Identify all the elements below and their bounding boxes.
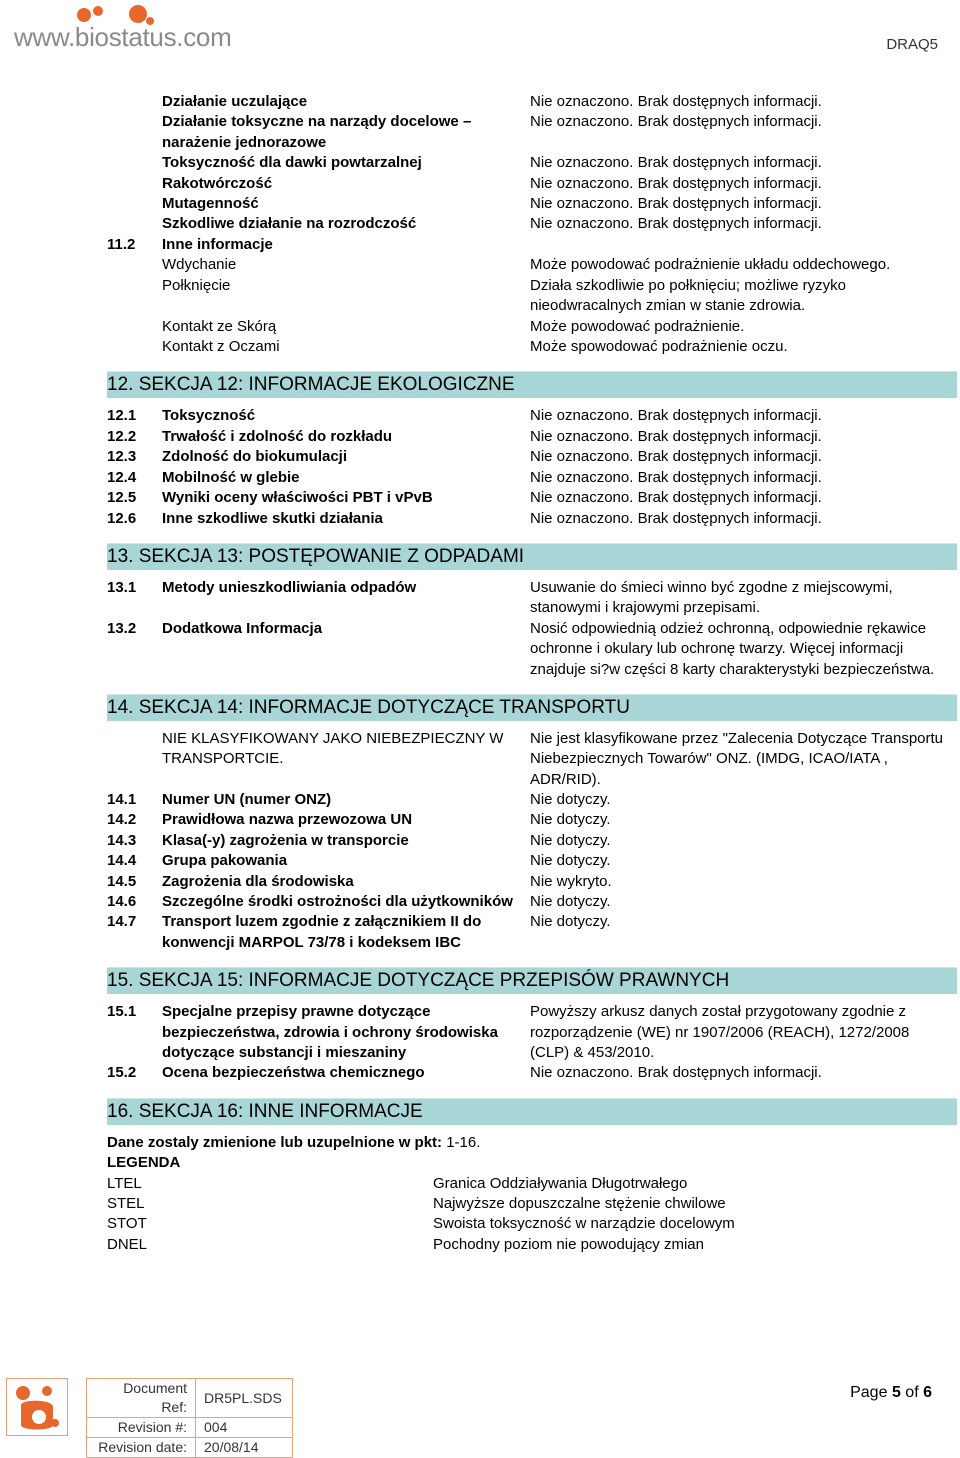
row-number: 13.1 (107, 578, 137, 596)
table-row (107, 427, 957, 447)
table-row (107, 317, 957, 337)
legend-item (107, 1194, 957, 1214)
row-label: Rakotwórczość (162, 174, 273, 192)
row-number: 12.1 (107, 407, 137, 425)
row-label: Działanie toksyczne na narządy docelowe – narażenie jednorazowe (162, 113, 472, 151)
row-number: 14.2 (107, 811, 137, 829)
table-row (107, 447, 957, 467)
section-13-heading: 13. SEKCJA 13: POSTĘPOWANIE Z ODPADAMI (107, 543, 957, 570)
table-row (107, 276, 957, 317)
row-number: 15.2 (107, 1064, 137, 1082)
row-label: Działanie uczulające (162, 93, 308, 110)
row-value: Nie dotyczy. (530, 913, 611, 931)
section-14-heading: 14. SEKCJA 14: INFORMACJE DOTYCZĄCE TRANSPORTU (107, 694, 957, 721)
row-number: 13.2 (107, 619, 137, 637)
row-value: Nie dotyczy. (530, 892, 611, 910)
row-label: Toksyczność (162, 407, 256, 425)
row-value: Nie dotyczy. (530, 852, 611, 870)
table-row (107, 1002, 957, 1063)
row-number: 14.4 (107, 852, 137, 870)
table-row (107, 1063, 957, 1083)
page-prefix: Page (850, 1384, 888, 1401)
section-16-heading: 16. SEKCJA 16: INNE INFORMACJE (107, 1098, 957, 1125)
doc-ref-row (87, 1379, 293, 1418)
row-value: Może powodować podrażnienie układu oddechowego. (530, 256, 891, 274)
row-label: Kontakt ze Skórą (162, 317, 277, 335)
table-row (107, 337, 957, 357)
legend-desc: Pochodny poziom nie powodujący zmian (433, 1235, 704, 1253)
table-row (107, 194, 957, 214)
transport-classification-value: Nie jest klasyfikowane przez "Zalecenia Dotyczące Transportu Niebezpiecznych Towarów" ONZ. (IMDG, ICAO/IATA , ADR/RID). (530, 729, 944, 788)
row-value: Działa szkodliwie po połknięciu; możliwe ryzyko nieodwracalnych zmian w stanie zdrowia. (530, 276, 846, 315)
revision-date-label: Revision date: (87, 1438, 196, 1458)
changes-row (107, 1133, 957, 1153)
row-label: Mutagenność (162, 195, 259, 213)
row-value: Nie oznaczono. Brak dostępnych informacji. (530, 113, 822, 131)
row-value: Nie wykryto. (530, 872, 612, 890)
table-row (107, 406, 957, 426)
doc-ref-value: DR5PL.SDS (196, 1379, 293, 1418)
row-label: Dodatkowa Informacja (162, 619, 323, 637)
page-number (850, 1384, 932, 1402)
page-total: 6 (923, 1384, 932, 1401)
row-label: Ocena bezpieczeństwa chemicznego (162, 1064, 425, 1082)
row-value: Nie oznaczono. Brak dostępnych informacji. (530, 448, 822, 466)
row-value: Nie oznaczono. Brak dostępnych informacji. (530, 1064, 822, 1082)
row-value: Powyższy arkusz danych został przygotowany zgodnie z rozporządzenie (WE) nr 1907/2006 (REACH), 1272/2008 (CLP) & 453/2010. (530, 1003, 910, 1061)
legend-item (107, 1214, 957, 1234)
table-row (107, 619, 957, 680)
section-12-rows (107, 406, 957, 528)
legend-abbr: LTEL (107, 1174, 142, 1192)
row-label: Kontakt z Oczami (162, 338, 280, 356)
row-label: Inne informacje (162, 235, 273, 253)
revision-date-value: 20/08/14 (196, 1438, 293, 1458)
table-row (107, 872, 957, 892)
row-value: Nie oznaczono. Brak dostępnych informacji. (530, 215, 822, 233)
legend-item (107, 1174, 957, 1194)
row-number: 12.5 (107, 489, 137, 507)
revision-value: 004 (196, 1418, 293, 1438)
row-value: Może spowodować podrażnienie oczu. (530, 338, 788, 356)
row-label: Prawidłowa nazwa przewozowa UN (162, 811, 413, 829)
table-row (107, 912, 957, 953)
table-row (107, 892, 957, 912)
legend-desc: Najwyższe dopuszczalne stężenie chwilowe (433, 1194, 726, 1212)
document-code: DRAQ5 (886, 36, 938, 53)
legend-item (107, 1235, 957, 1255)
table-row (107, 468, 957, 488)
footer-logo (6, 1378, 68, 1436)
row-label: Trwałość i zdolność do rozkładu (162, 427, 393, 445)
row-label: Połknięcie (162, 276, 231, 294)
revision-date-row (87, 1438, 293, 1458)
table-row (107, 214, 957, 234)
table-row (107, 578, 957, 619)
revision-label: Revision #: (87, 1418, 196, 1438)
row-value: Nie oznaczono. Brak dostępnych informacji. (530, 489, 822, 507)
row-label: Zdolność do biokumulacji (162, 448, 348, 466)
transport-classification-label: NIE KLASYFIKOWANY JAKO NIEBEZPIECZNY W TRANSPORTCIE. (162, 729, 504, 768)
row-label: Grupa pakowania (162, 852, 288, 870)
row-number: 11.2 (107, 235, 136, 253)
legend-abbr: STEL (107, 1194, 145, 1212)
table-row (107, 488, 957, 508)
row-value: Nie oznaczono. Brak dostępnych informacji. (530, 154, 822, 172)
row-label: Zagrożenia dla środowiska (162, 872, 354, 890)
changes-label: Dane zostaly zmienione lub uzupelnione w pkt: (107, 1133, 443, 1151)
row-label: Specjalne przepisy prawne dotyczące bezpieczeństwa, zdrowia i ochrony środowiska dotyczące substancji i mieszaniny (162, 1003, 498, 1061)
row-label: Klasa(-y) zagrożenia w transporcie (162, 831, 409, 849)
legend-abbr: STOT (107, 1215, 147, 1233)
section-15-rows (107, 1002, 957, 1084)
table-row (107, 509, 957, 529)
row-value: Nosić odpowiednią odzież ochronną, odpowiednie rękawice ochronne i okulary lub ochronę twarzy. Więcej informacji znajduje si?w części 8 karty charakterystyki bezpieczeństwa. (530, 619, 935, 678)
row-value: Nie oznaczono. Brak dostępnych informacji. (530, 174, 822, 192)
revision-row (87, 1418, 293, 1438)
row-number: 14.1 (107, 790, 137, 808)
row-value: Nie oznaczono. Brak dostępnych informacji. (530, 195, 822, 213)
row-label: Numer UN (numer ONZ) (162, 790, 332, 808)
site-name: www.biostatus.com (14, 22, 232, 52)
legend-desc: Swoista toksyczność w narządzie docelowym (433, 1215, 735, 1233)
page-footer (6, 1378, 954, 1455)
document-body (107, 92, 957, 1255)
revision-table (86, 1378, 293, 1458)
table-row (107, 112, 957, 153)
table-row (107, 153, 957, 173)
section-11-rows (107, 92, 957, 357)
table-row (107, 174, 957, 194)
row-value: Nie dotyczy. (530, 811, 611, 829)
page-current: 5 (891, 1384, 901, 1401)
row-label: Wyniki oceny właściwości PBT i vPvB (162, 489, 433, 507)
page-sep: of (905, 1384, 919, 1401)
row-value: Nie oznaczono. Brak dostępnych informacji. (530, 427, 822, 445)
table-row (107, 790, 957, 810)
table-row (107, 255, 957, 275)
row-value: Nie oznaczono. Brak dostępnych informacji. (530, 509, 822, 527)
row-label: Transport luzem zgodnie z załącznikiem II do konwencji MARPOL 73/78 i kodeksem IBC (162, 913, 482, 951)
biostatus-logo (14, 4, 254, 52)
row-label: Inne szkodliwe skutki działania (162, 509, 383, 527)
section-13-rows (107, 578, 957, 680)
row-number: 14.7 (107, 913, 137, 931)
table-row (107, 235, 957, 255)
row-value: Nie oznaczono. Brak dostępnych informacji. (530, 93, 822, 110)
row-label: Wdychanie (162, 256, 237, 274)
row-number: 14.5 (107, 872, 137, 890)
section-12-heading: 12. SEKCJA 12: INFORMACJE EKOLOGICZNE (107, 371, 957, 398)
biostatus-emblem-icon (7, 1379, 67, 1435)
changes-value: 1-16. (446, 1133, 481, 1151)
row-number: 12.3 (107, 448, 137, 466)
section-14-rows (107, 790, 957, 953)
section-15-heading: 15. SEKCJA 15: INFORMACJE DOTYCZĄCE PRZEPISÓW PRAWNYCH (107, 967, 957, 994)
legend-desc: Granica Oddziaływania Długotrwałego (433, 1174, 688, 1192)
row-label: Metody unieszkodliwiania odpadów (162, 578, 417, 596)
transport-classification-row (107, 729, 957, 790)
row-number: 12.6 (107, 509, 137, 527)
row-label: Szkodliwe działanie na rozrodczość (162, 215, 417, 233)
legend-list (107, 1174, 957, 1256)
row-label: Toksyczność dla dawki powtarzalnej (162, 154, 422, 172)
row-value: Nie oznaczono. Brak dostępnych informacji. (530, 407, 822, 425)
row-number: 12.2 (107, 427, 137, 445)
row-value: Usuwanie do śmieci winno być zgodne z miejscowymi, stanowymi i krajowymi przepisami. (530, 578, 893, 617)
row-value: Nie dotyczy. (530, 790, 611, 808)
table-row (107, 851, 957, 871)
row-number: 12.4 (107, 468, 137, 486)
table-row (107, 831, 957, 851)
row-value: Nie oznaczono. Brak dostępnych informacji. (530, 468, 822, 486)
legend-abbr: DNEL (107, 1235, 148, 1253)
doc-ref-label: Document Ref: (87, 1379, 196, 1418)
row-number: 15.1 (107, 1003, 137, 1021)
row-label: Szczególne środki ostrożności dla użytkowników (162, 892, 513, 910)
legend-title: LEGENDA (107, 1154, 181, 1172)
table-row (107, 92, 957, 112)
row-label: Mobilność w glebie (162, 468, 300, 486)
row-number: 14.6 (107, 892, 137, 910)
row-value: Może powodować podrażnienie. (530, 317, 745, 335)
row-value: Nie dotyczy. (530, 831, 611, 849)
table-row (107, 810, 957, 830)
row-number: 14.3 (107, 831, 137, 849)
